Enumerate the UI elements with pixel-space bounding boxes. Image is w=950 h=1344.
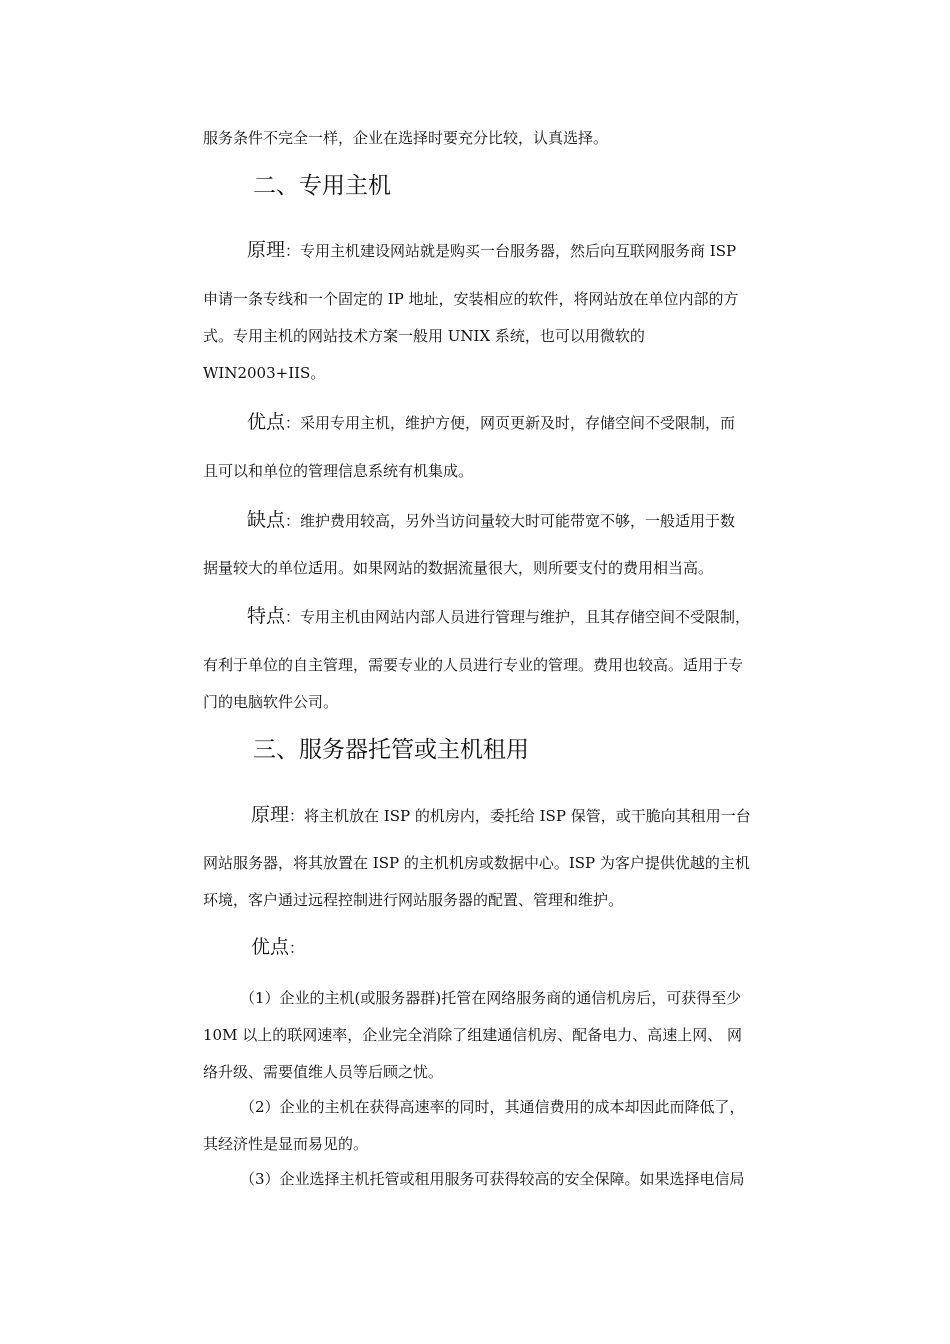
- text-line: 据量较大的单位适用。如果网站的数据流量很大，则所要支付的费用相当高。: [203, 559, 714, 577]
- list-item: （2）企业的主机在获得高速率的同时，其通信费用的成本却因此而降低了，: [240, 1098, 745, 1116]
- label-feature: 特点: [247, 605, 286, 627]
- text-line: 络升级、需要值维人员等后顾之忧。: [203, 1063, 444, 1081]
- text-line: 维护费用较高，另外当访问量较大时可能带宽不够，一般适用于数: [300, 512, 736, 530]
- label-principle: 原理: [251, 804, 290, 826]
- advantage-paragraph: [251, 937, 304, 958]
- label-advantage: 优点: [251, 936, 290, 958]
- principle-paragraph: [251, 805, 751, 826]
- colon: ：: [289, 807, 305, 825]
- text-line: 有利于单位的自主管理，需要专业的人员进行专业的管理。费用也较高。适用于专: [203, 656, 744, 674]
- label-principle: 原理: [247, 239, 286, 261]
- text-line: 网站服务器，将其放置在 ISP 的主机机房或数据中心。ISP 为客户提供优越的主机: [203, 854, 750, 872]
- text-line: 式。专用主机的网站技术方案一般用 UNIX 系统，也可以用微软的: [203, 327, 645, 345]
- advantage-paragraph: [247, 412, 735, 433]
- text-line: 将主机放在 ISP 的机房内，委托给 ISP 保管，或干脆向其租用一台: [304, 807, 751, 825]
- list-item: （3）企业选择主机托管或租用服务可获得较高的安全保障。如果选择电信局: [240, 1170, 745, 1188]
- text-line: 服务条件不完全一样，企业在选择时要充分比较，认真选择。: [203, 129, 609, 147]
- label-disadvantage: 缺点: [247, 509, 286, 531]
- text-line: 且可以和单位的管理信息系统有机集成。: [203, 462, 474, 480]
- colon: ：: [285, 414, 301, 432]
- colon: ：: [289, 939, 305, 957]
- label-advantage: 优点: [247, 411, 286, 433]
- text-line: 10M 以上的联网速率，企业完全消除了组建通信机房、配备电力、高速上网、 网: [203, 1026, 742, 1044]
- text-line: 其经济性是显而易见的。: [203, 1135, 369, 1153]
- list-item: （1）企业的主机(或服务器群)托管在网络服务商的通信机房后，可获得至少: [240, 989, 742, 1007]
- text-line: WIN2003+IIS。: [203, 364, 326, 382]
- text-line: 申请一条专线和一个固定的 IP 地址，安装相应的软件，将网站放在单位内部的方: [203, 290, 739, 308]
- feature-paragraph: [247, 606, 750, 627]
- text-line: 专用主机由网站内部人员进行管理与维护，且其存储空间不受限制，: [300, 608, 751, 626]
- text-line: 采用专用主机，维护方便，网页更新及时，存储空间不受限制，而: [300, 414, 736, 432]
- text-line: 环境，客户通过远程控制进行网站服务器的配置、管理和维护。: [203, 891, 624, 909]
- principle-paragraph: [247, 240, 736, 261]
- colon: ：: [285, 608, 301, 626]
- text-line: 门的电脑软件公司。: [203, 693, 339, 711]
- section-heading-dedicated-host: 二、专用主机: [253, 173, 391, 199]
- disadvantage-paragraph: [247, 510, 735, 531]
- colon: ：: [285, 512, 301, 530]
- section-heading-hosting: 三、服务器托管或主机租用: [253, 737, 529, 763]
- colon: ：: [285, 242, 301, 260]
- text-line: 专用主机建设网站就是购买一台服务器，然后向互联网服务商 ISP: [300, 242, 737, 260]
